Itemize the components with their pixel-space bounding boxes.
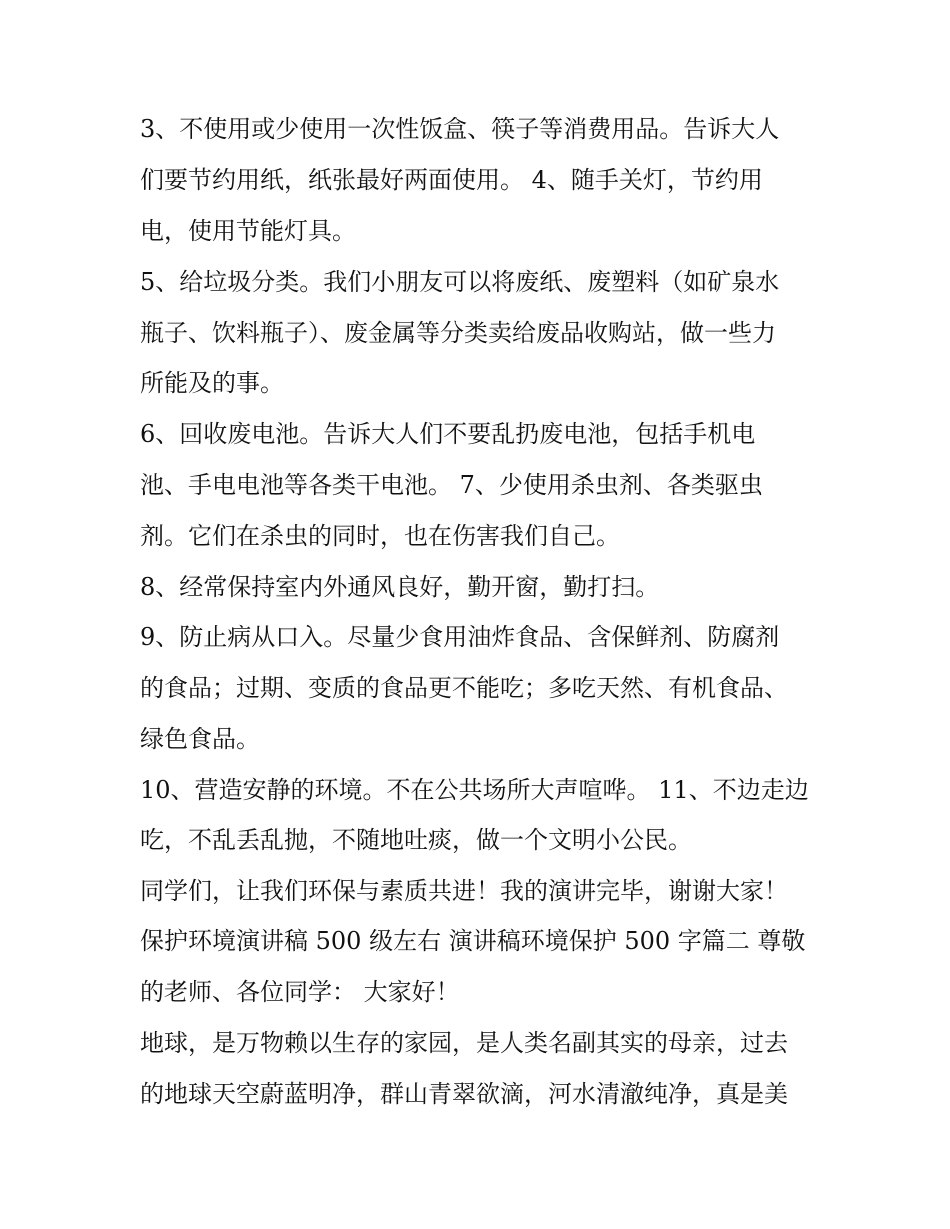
text-line: 电，使用节能灯具。 (140, 217, 356, 245)
text-line: 地球，是万物赖以生存的家园，是人类名副其实的母亲，过去 (140, 1029, 788, 1057)
text-line: 10、营造安静的环境。不在公共场所大声喧哗。 11、不边走边 (140, 776, 809, 804)
text-line: 们要节约用纸，纸张最好两面使用。 4、随手关灯，节约用 (140, 166, 763, 194)
text-line: 的老师、各位同学： 大家好！ (140, 978, 460, 1006)
text-line: 绿色食品。 (140, 725, 260, 753)
text-line: 保护环境演讲稿 500 级左右 演讲稿环境保护 500 字篇二 尊敬 (140, 927, 806, 955)
text-line: 所能及的事。 (140, 369, 284, 397)
text-line: 池、手电电池等各类干电池。 7、少使用杀虫剂、各类驱虫 (140, 471, 763, 499)
text-line: 8、经常保持室内外通风良好，勤开窗，勤打扫。 (140, 573, 660, 601)
text-line: 6、回收废电池。告诉大人们不要乱扔废电池，包括手机电 (140, 420, 756, 448)
text-line: 的地球天空蔚蓝明净，群山青翠欲滴，河水清澈纯净，真是美 (140, 1080, 788, 1108)
text-line: 同学们，让我们环保与素质共进！我的演讲完毕，谢谢大家！ (140, 877, 788, 905)
text-line: 5、给垃圾分类。我们小朋友可以将废纸、废塑料（如矿泉水 (140, 268, 780, 296)
text-line: 的食品；过期、变质的食品更不能吃；多吃天然、有机食品、 (140, 674, 788, 702)
text-line: 9、防止病从口入。尽量少食用油炸食品、含保鲜剂、防腐剂 (140, 623, 780, 651)
text-line: 剂。它们在杀虫的同时，也在伤害我们自己。 (140, 522, 620, 550)
text-line: 吃，不乱丢乱抛，不随地吐痰，做一个文明小公民。 (140, 826, 692, 854)
text-line: 瓶子、饮料瓶子）、废金属等分类卖给废品收购站，做一些力 (140, 319, 776, 347)
text-line: 3、不使用或少使用一次性饭盒、筷子等消费用品。告诉大人 (140, 115, 780, 143)
